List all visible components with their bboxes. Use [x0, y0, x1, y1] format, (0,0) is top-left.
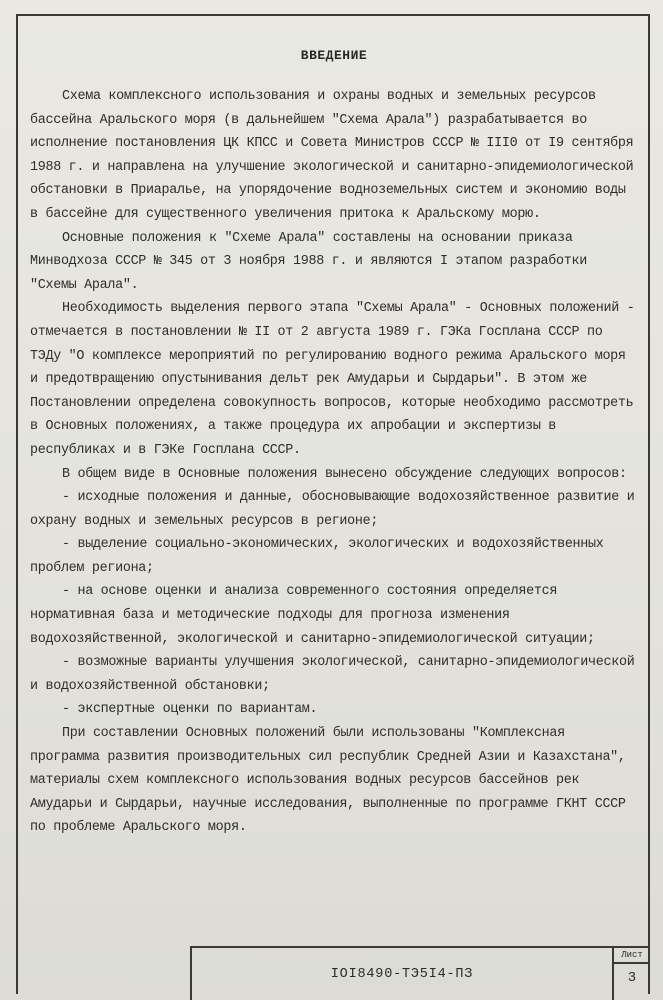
list-item: - исходные положения и данные, обосновывающие водохозяйственное развитие и охрану водных и земельных ресурсов в регионе;: [30, 490, 635, 529]
sheet-cell: [612, 948, 650, 1000]
list-item: - возможные варианты улучшения экологической, санитарно-эпидемиологической и водохозяйственной обстановки;: [30, 655, 635, 694]
document-body: [30, 48, 638, 840]
document-code: IOI8490-ТЭ5I4-ПЗ: [330, 966, 474, 982]
paragraph-basis: Основные положения к "Схеме Арала" составлены на основании приказа Минводхоза СССР № 345 от 3 ноября 1988 г. и являются I этапом разработки "Схемы Арала".: [30, 230, 587, 293]
sheet-number: 3: [627, 970, 637, 986]
title-block: [190, 946, 650, 1000]
paragraph-questions: В общем виде в Основные положения вынесено обсуждение следующих вопросов:: [62, 466, 627, 482]
list-item: - на основе оценки и анализа современного состояния определяется нормативная база и методические подходы для прогноза изменения водохозяйственной, экологической и санитарно-эпидемиологической ситуации;: [30, 584, 595, 647]
list-item: - экспертные оценки по вариантам.: [62, 702, 318, 718]
paragraph-necessity: Необходимость выделения первого этапа "Схемы Арала" - Основных положений - отмечается в постановлении № II от 2 августа 1989 г. ГЭКа Госплана СССР по ТЭДу "О комплексе мероприятий по регулированию водного режима Аральского моря и предотвращению опустынивания дельт рек Амударьи и Сырдарьи". В этом же Постановлении определена совокупность вопросов, которые необходимо рассмотреть в Основных положениях, а также процедура их апробации и экспертизы в республиках и в ГЭКе Госплана СССР.: [30, 301, 635, 458]
list-item: - выделение социально-экономических, экологических и водохозяйственных проблем региона;: [30, 537, 604, 576]
sheet-label: Лист: [614, 948, 650, 964]
document-title: ВВЕДЕНИЕ: [300, 48, 368, 63]
paragraph-intro: Схема комплексного использования и охраны водных и земельных ресурсов бассейна Аральского моря (в дальнейшем "Схема Арала") разрабатывается во исполнение постановления ЦК КПСС и Совета Министров СССР № III0 от I9 сентября 1988 г. и направлена на улучшение экологической и санитарно-эпидемиологической обстановки в Приаралье, на упорядочение водноземельных систем и экономию воды в бассейне для существенного увеличения притока к Аральскому морю.: [30, 89, 634, 222]
paragraph-closing: При составлении Основных положений были использованы "Комплексная программа развития производительных сил республик Средней Азии и Казахстана", материалы схем комплексного использования водных ресурсов бассейнов рек Амударьи и Сырдарьи, научные исследования, выполненные по программе ГКНТ СССР по проблеме Аральского моря.: [30, 726, 626, 836]
